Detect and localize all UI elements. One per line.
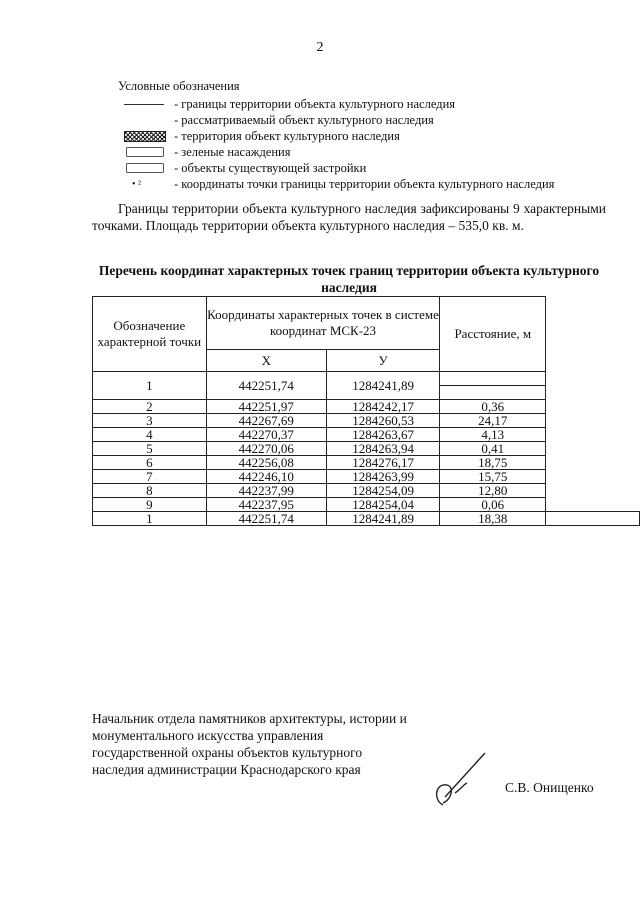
x-cell: 442237,95 <box>206 498 326 512</box>
x-cell: 442270,37 <box>206 428 326 442</box>
handwritten-signature <box>425 745 495 815</box>
point-cell: 5 <box>93 442 207 456</box>
y-cell: 1284263,99 <box>326 470 439 484</box>
legend-item <box>118 144 618 160</box>
x-cell: 442256,08 <box>206 456 326 470</box>
point-cell: 1 <box>93 512 207 526</box>
y-cell: 1284263,67 <box>326 428 439 442</box>
boundary-paragraph: Границы территории объекта культурного наследия зафиксированы 9 характерными точками. Площадь территории объекта культурного наследия – 535,0 кв. м. <box>92 201 606 233</box>
distance-cell: 18,38 <box>440 512 546 526</box>
x-cell: 442270,06 <box>206 442 326 456</box>
point-cell: 3 <box>93 414 207 428</box>
header-y: У <box>326 350 439 372</box>
dot-icon: • ² <box>132 179 141 190</box>
point-cell: 2 <box>93 400 207 414</box>
legend-text: - территория объект культурного наследия <box>174 129 400 143</box>
y-cell: 1284254,09 <box>326 484 439 498</box>
point-cell: 6 <box>93 456 207 470</box>
legend-text: - границы территории объекта культурного наследия <box>174 97 456 111</box>
point-cell: 4 <box>93 428 207 442</box>
point-cell: 7 <box>93 470 207 484</box>
y-cell: 1284241,89 <box>326 372 439 400</box>
line-icon <box>118 96 168 112</box>
distance-spacer <box>546 512 640 526</box>
header-point: Обозначение характерной точки <box>93 297 207 372</box>
y-cell: 1284254,04 <box>326 498 439 512</box>
x-cell: 442251,74 <box>206 372 326 400</box>
table-row <box>93 372 640 386</box>
legend-item <box>118 176 618 192</box>
point-cell: 8 <box>93 484 207 498</box>
legend <box>118 78 618 192</box>
point-cell: 9 <box>93 498 207 512</box>
legend-title: Условные обозначения <box>118 79 240 93</box>
y-cell: 1284263,94 <box>326 442 439 456</box>
legend-item <box>118 128 618 144</box>
legend-text: - рассматриваемый объект культурного наследия <box>174 113 434 127</box>
table-title: Перечень координат характерных точек границ территории объекта культурного наследия <box>98 263 600 295</box>
distance-cell: 4,13 <box>440 428 546 442</box>
header-coords: Координаты характерных точек в системе координат МСК-23 <box>206 297 440 350</box>
signature-position: Начальник отдела памятников архитектуры, истории и монументального искусства управления государственной охраны объектов культурного наследия администрации Краснодарского края <box>92 711 407 777</box>
x-cell: 442251,74 <box>206 512 326 526</box>
x-cell: 442251,97 <box>206 400 326 414</box>
distance-cell: 12,80 <box>440 484 546 498</box>
header-distance: Расстояние, м <box>440 297 546 372</box>
y-cell: 1284241,89 <box>326 512 439 526</box>
header-x: Х <box>206 350 326 372</box>
box-icon <box>118 144 168 160</box>
distance-cell: 18,75 <box>440 456 546 470</box>
distance-cell: 24,17 <box>440 414 546 428</box>
point-cell: 1 <box>93 372 207 400</box>
coordinates-table <box>92 296 640 526</box>
y-cell: 1284276,17 <box>326 456 439 470</box>
signer-name: С.В. Онищенко <box>505 780 594 795</box>
distance-cell: 0,36 <box>440 400 546 414</box>
hatch-icon <box>118 128 168 144</box>
x-cell: 442237,99 <box>206 484 326 498</box>
x-cell: 442267,69 <box>206 414 326 428</box>
legend-text: - координаты точки границы территории объекта культурного наследия <box>174 177 555 191</box>
legend-item <box>118 112 618 128</box>
distance-cell: 0,06 <box>440 498 546 512</box>
distance-cell: 0,41 <box>440 442 546 456</box>
table-body <box>93 372 640 526</box>
x-cell: 442246,10 <box>206 470 326 484</box>
distance-cell: 15,75 <box>440 470 546 484</box>
distance-spacer <box>440 372 546 386</box>
legend-text: - объекты существующей застройки <box>174 161 367 175</box>
page-number: 2 <box>316 40 324 55</box>
box-icon <box>118 160 168 176</box>
y-cell: 1284260,53 <box>326 414 439 428</box>
legend-item <box>118 96 618 112</box>
distance-spacer <box>440 386 546 400</box>
y-cell: 1284242,17 <box>326 400 439 414</box>
legend-item <box>118 160 618 176</box>
legend-text: - зеленые насаждения <box>174 145 291 159</box>
